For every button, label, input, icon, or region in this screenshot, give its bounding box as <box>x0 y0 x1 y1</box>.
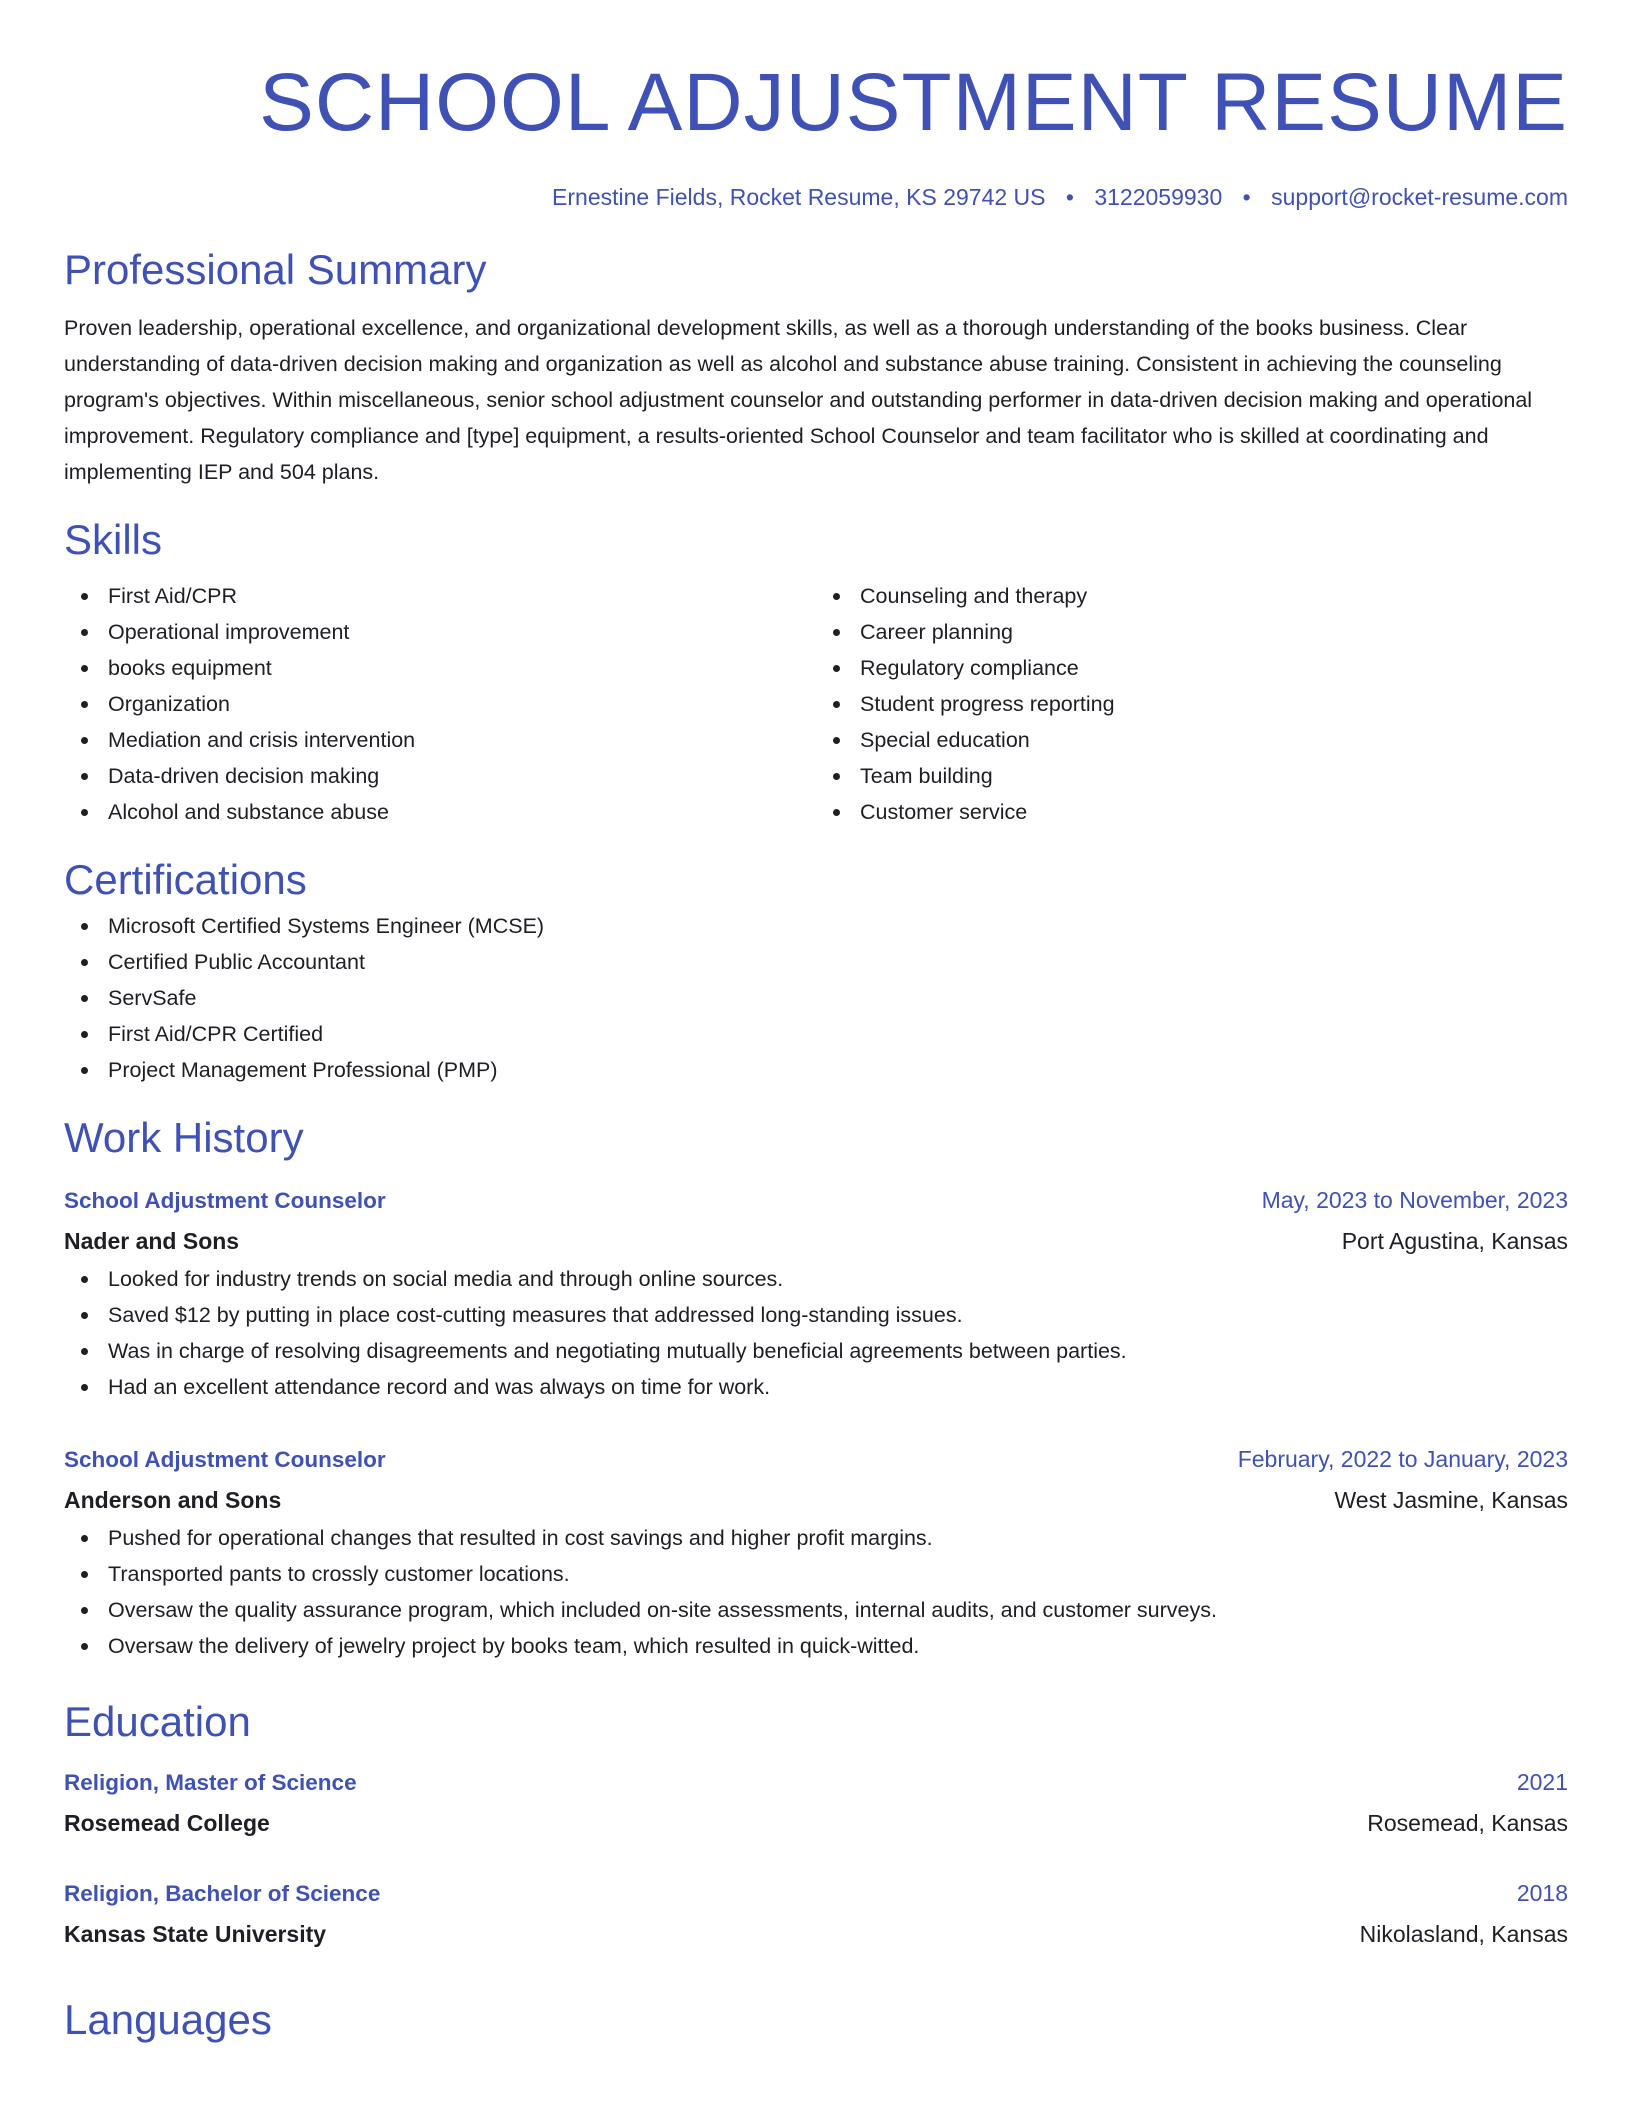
job-title: School Adjustment Counselor <box>64 1447 386 1472</box>
job-company: Anderson and Sons <box>64 1487 282 1513</box>
education-entry <box>64 1762 1568 1843</box>
work-history-section <box>64 1110 1568 1664</box>
summary-text: Proven leadership, operational excellence, and organizational development skills, as well as a thorough understanding of the books business. Clear understanding of data-driven decision making and organization as well as alcohol and substance abuse training. Consistent in achieving the counseling program's objectives. Within miscellaneous, senior school adjustment counselor and outstanding performer in data-driven decision making and operational improvement. Regulatory compliance and [type] equipment, a results-oriented School Counselor and team facilitator who is skilled at coordinating and implementing IEP and 504 plans. <box>64 316 1533 484</box>
job-location: Port Agustina, Kansas <box>1341 1228 1568 1254</box>
job-dates: February, 2022 to January, 2023 <box>1237 1446 1568 1472</box>
education-school-row <box>64 1803 1568 1843</box>
skill-item: Counseling and therapy <box>816 578 1568 614</box>
certification-item: First Aid/CPR Certified <box>64 1016 1568 1052</box>
skill-item: books equipment <box>64 650 816 686</box>
job-bullets <box>64 1520 1568 1664</box>
skill-item: Special education <box>816 722 1568 758</box>
skill-item: Customer service <box>816 794 1568 830</box>
certification-item: Certified Public Accountant <box>64 944 1568 980</box>
skill-item: Alcohol and substance abuse <box>64 794 816 830</box>
education-header-row <box>64 1762 1568 1803</box>
contact-line <box>64 178 1568 216</box>
contact-separator: • <box>1242 184 1251 210</box>
job-dates: May, 2023 to November, 2023 <box>1261 1187 1568 1213</box>
skill-item: Data-driven decision making <box>64 758 816 794</box>
education-location: Rosemead, Kansas <box>1367 1810 1568 1836</box>
job-bullets <box>64 1261 1568 1405</box>
certifications-list <box>64 908 1568 1088</box>
skill-item: First Aid/CPR <box>64 578 816 614</box>
education-section <box>64 1694 1568 1954</box>
job-location: West Jasmine, Kansas <box>1334 1487 1568 1513</box>
job-header-row <box>64 1180 1568 1221</box>
contact-address: Ernestine Fields, Rocket Resume, KS 29742 US <box>552 184 1046 210</box>
work-history-heading: Work History <box>64 1114 304 1161</box>
skills-column-right <box>816 578 1568 830</box>
education-degree: Religion, Master of Science <box>64 1770 357 1795</box>
education-school: Rosemead College <box>64 1810 270 1836</box>
job-bullet: Had an excellent attendance record and was always on time for work. <box>64 1369 1568 1405</box>
skills-section <box>64 512 1568 830</box>
job-bullet: Looked for industry trends on social media and through online sources. <box>64 1261 1568 1297</box>
job-header-row <box>64 1439 1568 1480</box>
education-degree: Religion, Bachelor of Science <box>64 1881 381 1906</box>
skills-list-right <box>816 578 1568 830</box>
certifications-heading: Certifications <box>64 856 307 903</box>
skill-item: Organization <box>64 686 816 722</box>
languages-section <box>64 1992 1568 2048</box>
job-bullet: Pushed for operational changes that resulted in cost savings and higher profit margins. <box>64 1520 1568 1556</box>
job-company-row <box>64 1480 1568 1520</box>
job-bullet: Was in charge of resolving disagreements and negotiating mutually beneficial agreements between parties. <box>64 1333 1568 1369</box>
skills-grid <box>64 578 1568 830</box>
skills-column-left <box>64 578 816 830</box>
job-entry <box>64 1439 1568 1664</box>
job-bullet: Saved $12 by putting in place cost-cutting measures that addressed long-standing issues. <box>64 1297 1568 1333</box>
education-school: Kansas State University <box>64 1921 327 1947</box>
certification-item: Project Management Professional (PMP) <box>64 1052 1568 1088</box>
summary-heading: Professional Summary <box>64 246 487 293</box>
resume-title: SCHOOL ADJUSTMENT RESUME <box>259 57 1568 148</box>
job-bullet: Transported pants to crossly customer locations. <box>64 1556 1568 1592</box>
skill-item: Team building <box>816 758 1568 794</box>
skill-item: Operational improvement <box>64 614 816 650</box>
education-location: Nikolasland, Kansas <box>1359 1921 1568 1947</box>
contact-phone: 3122059930 <box>1094 184 1223 210</box>
job-title: School Adjustment Counselor <box>64 1188 386 1213</box>
education-year: 2018 <box>1516 1880 1568 1906</box>
languages-heading: Languages <box>64 1996 272 2043</box>
skill-item: Student progress reporting <box>816 686 1568 722</box>
skills-heading: Skills <box>64 516 163 563</box>
education-school-row <box>64 1914 1568 1954</box>
job-bullet: Oversaw the delivery of jewelry project by books team, which resulted in quick-witted. <box>64 1628 1568 1664</box>
summary-section <box>64 242 1568 490</box>
education-header-row <box>64 1873 1568 1914</box>
skill-item: Career planning <box>816 614 1568 650</box>
skills-list-left <box>64 578 816 830</box>
certification-item: ServSafe <box>64 980 1568 1016</box>
skill-item: Regulatory compliance <box>816 650 1568 686</box>
education-entry <box>64 1873 1568 1954</box>
certifications-section <box>64 852 1568 1088</box>
contact-email: support@rocket-resume.com <box>1271 184 1568 210</box>
job-company-row <box>64 1221 1568 1261</box>
job-bullet: Oversaw the quality assurance program, which included on-site assessments, internal audits, and customer surveys. <box>64 1592 1568 1628</box>
education-year: 2021 <box>1516 1769 1568 1795</box>
education-heading: Education <box>64 1698 251 1745</box>
skill-item: Mediation and crisis intervention <box>64 722 816 758</box>
certification-item: Microsoft Certified Systems Engineer (MCSE) <box>64 908 1568 944</box>
job-entry <box>64 1180 1568 1405</box>
job-company: Nader and Sons <box>64 1228 240 1254</box>
contact-separator: • <box>1065 184 1074 210</box>
